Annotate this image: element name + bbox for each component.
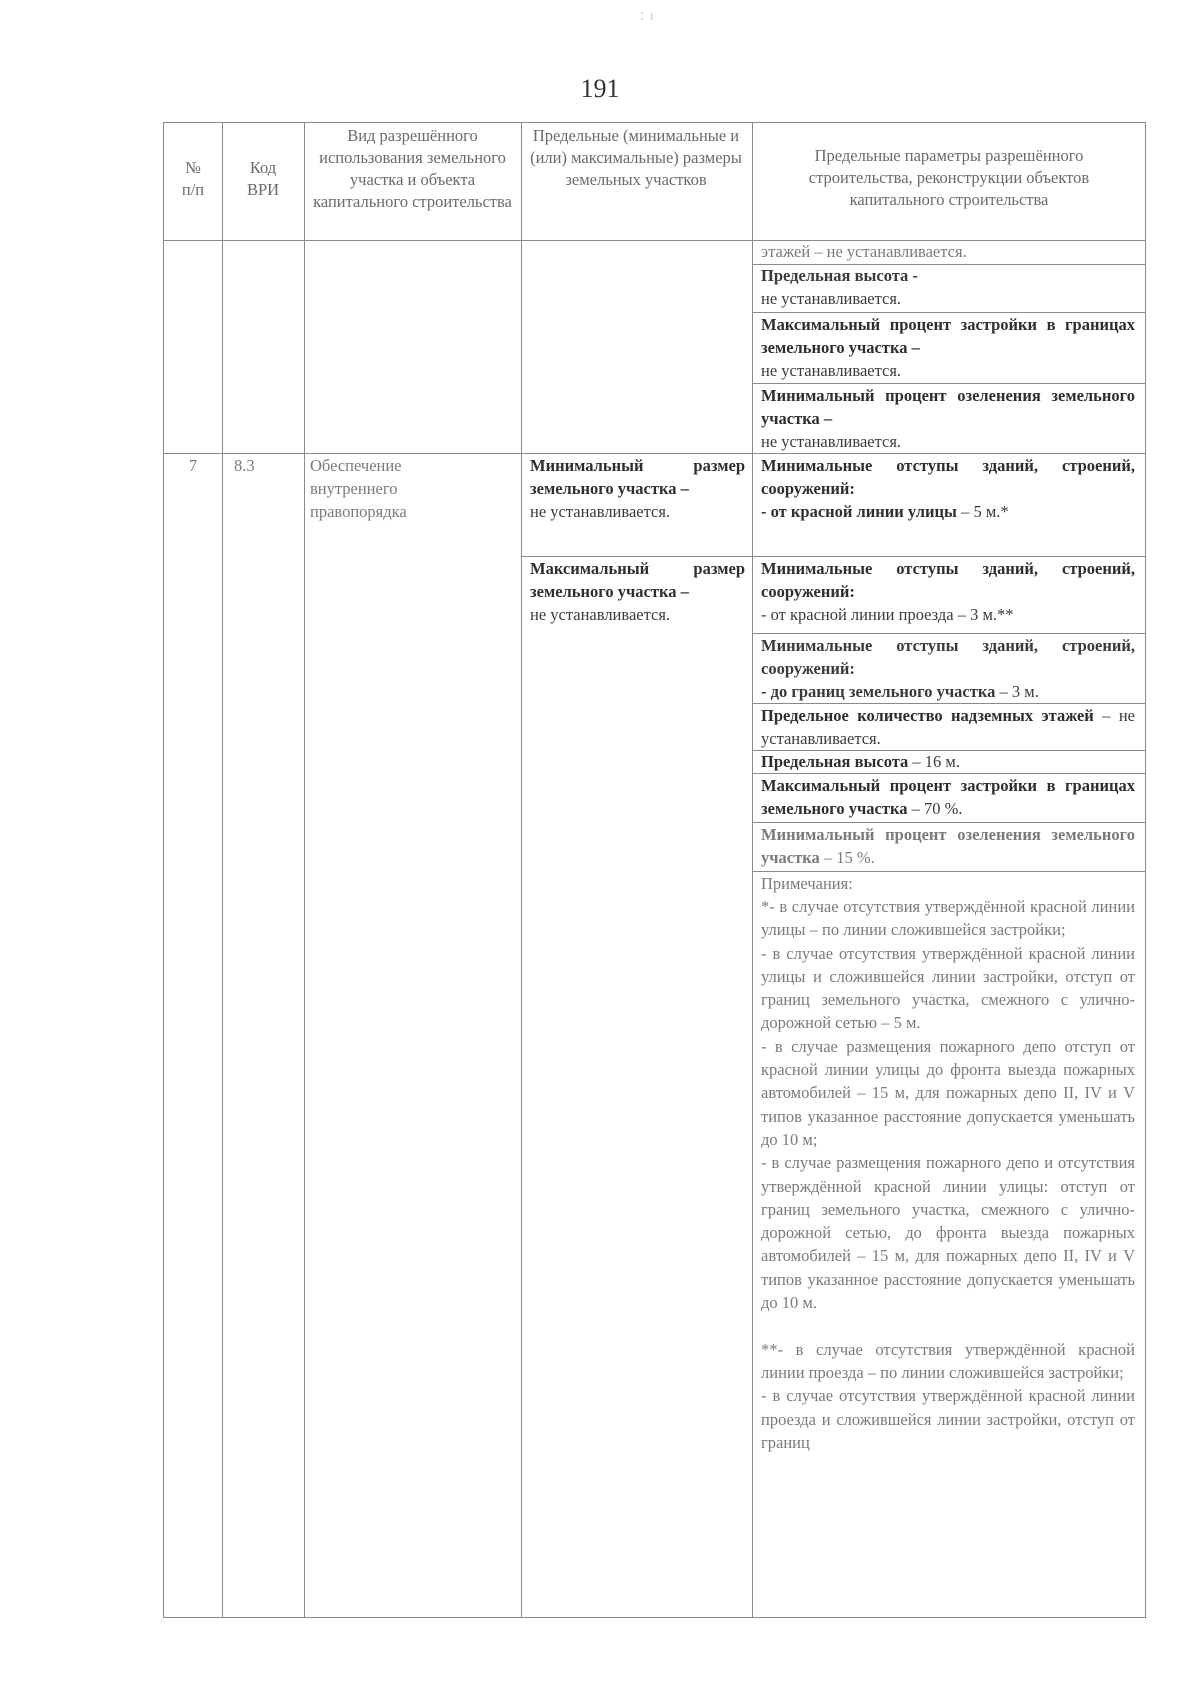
- page-number: 191: [580, 74, 620, 103]
- notes-title: Примечания:: [761, 874, 853, 893]
- column-divider: [222, 123, 223, 1617]
- plot-size-min: [530, 454, 745, 523]
- header-plot-size: Предельные (минимальные и (или) максимальные) размеры земельных участков: [530, 126, 742, 189]
- param-label: Максимальный процент застройки в границах земельного участка: [761, 776, 1135, 818]
- param-max-build-percent: [761, 313, 1135, 382]
- param-floors: [761, 704, 1135, 750]
- param-label: Максимальный процент застройки в границах земельного участка –: [761, 315, 1135, 357]
- param-setback-boundary: [761, 634, 1135, 703]
- param-setback-street: [761, 454, 1135, 523]
- param-value: – 3 м.: [995, 682, 1039, 701]
- column-divider: [521, 123, 522, 1617]
- plot-size-label: Минимальный размер земельного участка –: [530, 456, 745, 498]
- param-label: Предельная высота -: [761, 266, 918, 285]
- column-divider: [752, 123, 753, 1617]
- param-label: Минимальные отступы зданий, строений, сооружений: - от красной линии улицы: [761, 456, 1135, 521]
- param-label: Минимальные отступы зданий, строений, сооружений: - до границ земельного участка: [761, 636, 1135, 701]
- param-label: Минимальный процент озеленения земельного участка: [761, 825, 1135, 867]
- param-floors-continued: этажей – не устанавливается.: [761, 242, 967, 261]
- param-value: не устанавливается.: [761, 289, 902, 308]
- param-value: не устанавливается.: [761, 432, 902, 451]
- param-label: Минимальный процент озеленения земельного участка –: [761, 386, 1135, 428]
- param-label: Минимальные отступы зданий, строений, сооружений:: [761, 559, 1135, 601]
- header-build-params: Предельные параметры разрешённого строительства, реконструкции объектов капитального строительства: [808, 146, 1090, 209]
- param-label: Предельная высота: [761, 752, 909, 771]
- param-min-green-percent: [761, 384, 1135, 453]
- row-number: 7: [188, 456, 198, 475]
- row-code: 8.3: [234, 456, 255, 475]
- param-height: [761, 750, 1135, 773]
- row-use-type: Обеспечение внутреннего правопорядка: [310, 456, 407, 521]
- plot-size-label: Максимальный размер земельного участка –: [530, 559, 745, 601]
- param-min-green-percent: [761, 823, 1135, 869]
- header-code: Код ВРИ: [246, 158, 280, 199]
- param-value: – не устанавливается.: [761, 706, 1135, 748]
- header-number: № п/п: [181, 158, 205, 199]
- notes-body: *- в случае отсутствия утверждённой красной линии улицы – по линии сложившейся застройки; - в случае отсутствия утверждённой красной линии улицы и сложившейся линии застройки, отступ от границ земельного участка, смежного с улично-дорожной сетью – 5 м. - в случае размещения пожарного депо отступ от красной линии улицы до фронта выезда пожарных автомобилей – 15 м, для пожарных депо II, IV и V типов указанное расстояние допускается уменьшать до 10 м; - в случае размещения пожарного депо и отсутствия утверждённой красной линии улицы: отступ от границ земельного участка, смежного с улично-дорожной сетью, до фронта выезда пожарных автомобилей – 15 м, для пожарных депо II, IV и V типов указанное расстояние допускается уменьшать до 10 м. **- в случае отсутствия утверждённой красной линии проезда – по линии сложившейся застройки; - в случае отсутствия утверждённой красной линии проезда и сложившейся линии застройки, отступ от границ: [761, 897, 1135, 1452]
- param-value: – 5 м.*: [956, 502, 1009, 521]
- param-value: – 15 %.: [819, 848, 875, 867]
- param-value: не устанавливается.: [761, 361, 902, 380]
- regulations-table: [163, 122, 1146, 1618]
- column-divider: [304, 123, 305, 1617]
- param-value: – 16 м.: [908, 752, 960, 771]
- param-max-build-percent: [761, 774, 1135, 820]
- param-label: Предельное количество надземных этажей: [761, 706, 1094, 725]
- param-value: - от красной линии проезда – 3 м.**: [761, 605, 1014, 624]
- plot-size-value: не устанавливается.: [530, 502, 671, 521]
- param-height: [761, 264, 1135, 310]
- header-use-type: Вид разрешённого использования земельного участка и объекта капитального строительства: [313, 126, 512, 211]
- plot-size-value: не устанавливается.: [530, 605, 671, 624]
- param-setback-driveway: [761, 557, 1135, 626]
- plot-size-max: [530, 557, 745, 626]
- top-scan-mark: ⁚ ⁞: [640, 11, 656, 23]
- param-value: – 70 %.: [907, 799, 963, 818]
